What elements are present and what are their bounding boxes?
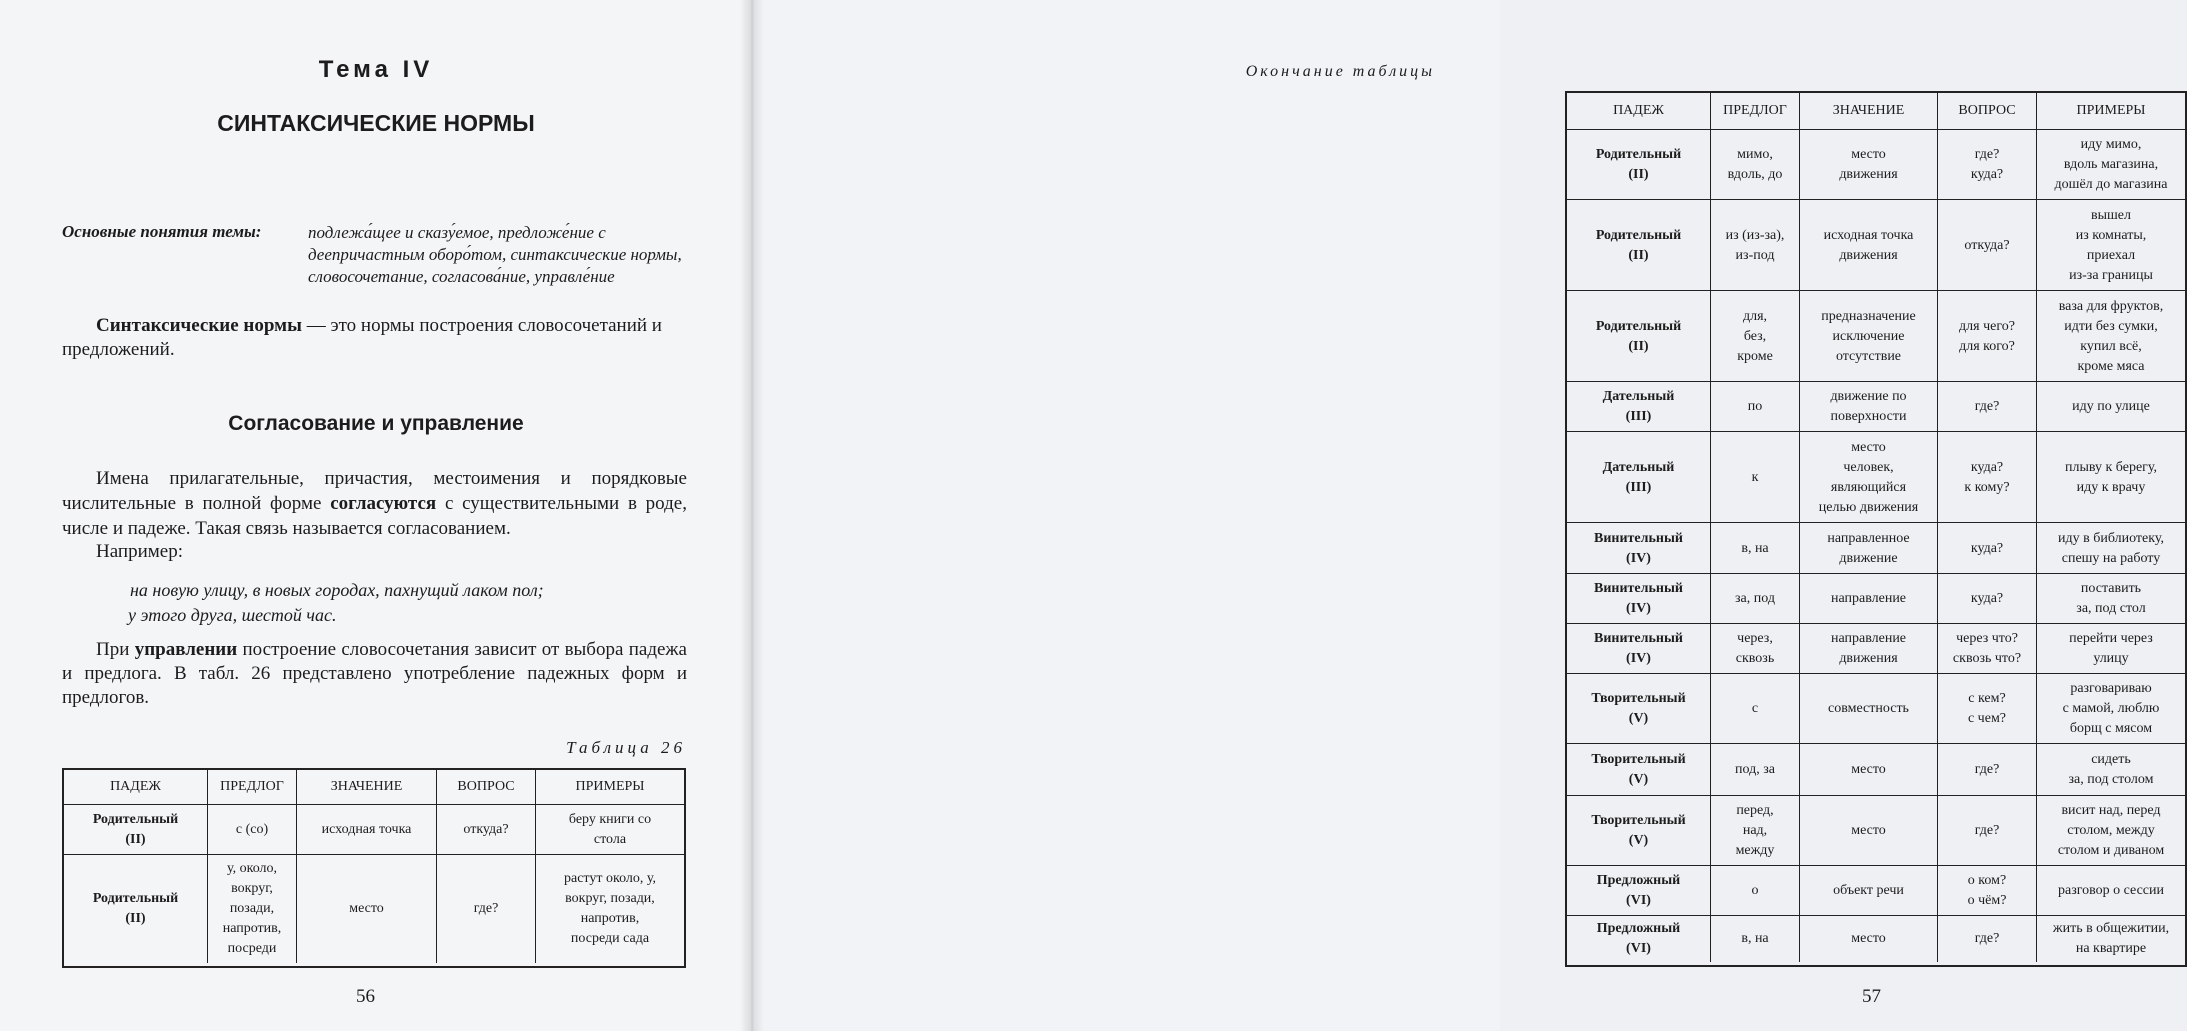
header-meaning: ЗНАЧЕНИЕ bbox=[296, 770, 436, 804]
cell-question: где? bbox=[1937, 916, 2036, 962]
cell-question: откуда? bbox=[1937, 200, 2036, 291]
table-row bbox=[1567, 522, 2185, 574]
cell-case: Родительный (II) bbox=[1595, 227, 1682, 263]
table-row bbox=[1567, 795, 2185, 866]
cell-examples: вышел из комнаты, приехал из-за границы bbox=[2036, 200, 2185, 291]
cell-preposition: через, сквозь bbox=[1710, 624, 1799, 674]
table-row bbox=[1567, 623, 2185, 674]
cell-meaning: место человек, являющийся целью движения bbox=[1799, 432, 1937, 523]
cell-preposition: у, около, вокруг, позади, напротив, посреди bbox=[207, 855, 296, 963]
cell-question: куда? к кому? bbox=[1937, 432, 2036, 523]
section-title: СИНТАКСИЧЕСКИЕ НОРМЫ bbox=[217, 110, 535, 136]
header-preposition: ПРЕДЛОГ bbox=[1710, 93, 1799, 129]
government-keyword: управлении bbox=[134, 639, 238, 660]
cell-preposition: мимо, вдоль, до bbox=[1710, 130, 1799, 200]
government-paragraph-part-2: построение словосочетания зависит от выбора падежа и предлога. В табл. 26 представлено употребление падежных форм и предлогов. bbox=[62, 639, 687, 708]
cell-case: Винительный (IV) bbox=[1594, 530, 1683, 566]
example-line-1: на новую улицу, в новых городах, пахнущий лаком пол; bbox=[130, 580, 544, 600]
header-question: ВОПРОС bbox=[436, 770, 535, 804]
table-row bbox=[1567, 431, 2185, 523]
cell-preposition: к bbox=[1710, 432, 1799, 523]
cell-preposition: за, под bbox=[1710, 574, 1799, 624]
header-question: ВОПРОС bbox=[1937, 93, 2036, 129]
cell-examples: плыву к берегу, иду к врачу bbox=[2036, 432, 2185, 523]
cell-meaning: исходная точка bbox=[296, 805, 436, 855]
table-row bbox=[1567, 915, 2185, 962]
cell-examples: висит над, перед столом, между столом и диваном bbox=[2036, 796, 2185, 866]
table-row bbox=[1567, 129, 2185, 200]
cell-case: Родительный (II) bbox=[1595, 318, 1682, 354]
table-header-row bbox=[1567, 93, 2185, 129]
cell-meaning: место bbox=[1799, 796, 1937, 866]
cell-examples: иду мимо, вдоль магазина, дошёл до магазина bbox=[2036, 130, 2185, 200]
cell-examples: беру книги со стола bbox=[535, 805, 684, 855]
header-meaning: ЗНАЧЕНИЕ bbox=[1799, 93, 1937, 129]
cell-examples: разговариваю с мамой, люблю борщ с мясом bbox=[2036, 674, 2185, 744]
cell-question: откуда? bbox=[436, 805, 535, 855]
header-case: ПАДЕЖ bbox=[1613, 103, 1664, 118]
table-row bbox=[1567, 199, 2185, 291]
cell-preposition: по bbox=[1710, 382, 1799, 432]
cell-preposition: с bbox=[1710, 674, 1799, 744]
cell-case: Родительный (II) bbox=[92, 812, 179, 847]
page-number-right: 57 bbox=[1862, 986, 1881, 1007]
cell-preposition: для, без, кроме bbox=[1710, 291, 1799, 382]
header-preposition: ПРЕДЛОГ bbox=[207, 770, 296, 804]
cell-meaning: исходная точка движения bbox=[1799, 200, 1937, 291]
cell-question: где? куда? bbox=[1937, 130, 2036, 200]
page-number-left: 56 bbox=[356, 986, 375, 1007]
government-paragraph bbox=[62, 638, 687, 710]
cell-meaning: объект речи bbox=[1799, 866, 1937, 916]
cell-examples: сидеть за, под столом bbox=[2036, 744, 2185, 796]
cell-question: где? bbox=[1937, 382, 2036, 432]
cell-examples: поставить за, под стол bbox=[2036, 574, 2185, 624]
left-page bbox=[0, 0, 752, 1031]
cell-question: куда? bbox=[1937, 574, 2036, 624]
cell-meaning: место bbox=[1799, 744, 1937, 796]
cell-preposition: в, на bbox=[1710, 523, 1799, 574]
cell-case: Дательный (III) bbox=[1602, 459, 1675, 495]
cell-examples: иду по улице bbox=[2036, 382, 2185, 432]
table-row bbox=[1567, 290, 2185, 382]
example-line-2: у этого друга, шестой час. bbox=[128, 605, 337, 625]
example-label: Например: bbox=[96, 541, 183, 562]
cell-meaning: направление bbox=[1799, 574, 1937, 624]
cell-preposition: из (из-за), из-под bbox=[1710, 200, 1799, 291]
cell-preposition: под, за bbox=[1710, 744, 1799, 796]
book-spine-fold bbox=[740, 0, 764, 1031]
concepts-label: Основные понятия темы: bbox=[62, 222, 262, 241]
cell-preposition: в, на bbox=[1710, 916, 1799, 962]
cell-meaning: место движения bbox=[1799, 130, 1937, 200]
cell-case: Предложный (VI) bbox=[1596, 921, 1681, 956]
agreement-keyword: согласуются bbox=[330, 493, 437, 514]
cell-case: Родительный (II) bbox=[92, 891, 179, 926]
agreement-title: Согласование и управление bbox=[228, 412, 524, 435]
header-case: ПАДЕЖ bbox=[110, 779, 161, 794]
cell-case: Дательный (III) bbox=[1602, 389, 1675, 424]
cell-question: через что? сквозь что? bbox=[1937, 624, 2036, 674]
concepts-text: подлежа́щее и сказу́емое, предложе́ние с деепричастным оборо́том, синтаксические нормы, словосочетание, согласова́ние, управле́ние bbox=[308, 223, 682, 286]
continuation-caption: Окончание таблицы bbox=[1245, 63, 1435, 80]
cell-meaning: предназначение исключение отсутствие bbox=[1799, 291, 1937, 382]
cell-case: Винительный (IV) bbox=[1594, 581, 1683, 616]
cell-case: Предложный (VI) bbox=[1596, 873, 1681, 908]
syntax-definition-text: — это нормы построения словосочетаний и предложений. bbox=[62, 315, 662, 360]
cell-question: с кем? с чем? bbox=[1937, 674, 2036, 744]
case-table-start bbox=[62, 768, 686, 968]
table-row bbox=[1567, 381, 2185, 432]
table-row bbox=[1567, 865, 2185, 916]
cell-examples: ваза для фруктов, идти без сумки, купил всё, кроме мяса bbox=[2036, 291, 2185, 382]
header-examples: ПРИМЕРЫ bbox=[535, 770, 684, 804]
cell-preposition: с (со) bbox=[207, 805, 296, 855]
table-header-row bbox=[64, 770, 684, 804]
table-caption: Таблица 26 bbox=[566, 738, 686, 757]
case-table-end bbox=[1565, 91, 2187, 967]
cell-case: Винительный (IV) bbox=[1594, 631, 1683, 666]
cell-preposition: о bbox=[1710, 866, 1799, 916]
table-row bbox=[1567, 573, 2185, 624]
cell-case: Родительный (II) bbox=[1595, 147, 1682, 182]
theme-title: Тема IV bbox=[318, 56, 434, 83]
agreement-paragraph-part-2: с существительными в роде, числе и падеже. Такая связь называется согласованием. bbox=[62, 493, 687, 539]
cell-preposition: перед, над, между bbox=[1710, 796, 1799, 866]
cell-question: где? bbox=[436, 855, 535, 963]
header-examples: ПРИМЕРЫ bbox=[2036, 93, 2185, 129]
cell-examples: иду в библиотеку, спешу на работу bbox=[2036, 523, 2185, 574]
table-row bbox=[1567, 743, 2185, 796]
table-row bbox=[64, 804, 684, 855]
cell-examples: перейти через улицу bbox=[2036, 624, 2185, 674]
cell-case: Творительный (V) bbox=[1591, 691, 1686, 726]
cell-meaning: совместность bbox=[1799, 674, 1937, 744]
cell-meaning: движение по поверхности bbox=[1799, 382, 1937, 432]
cell-question: о ком? о чём? bbox=[1937, 866, 2036, 916]
cell-meaning: направленное движение bbox=[1799, 523, 1937, 574]
government-paragraph-part-1: При bbox=[96, 639, 135, 660]
cell-examples: растут около, у, вокруг, позади, напротив, посреди сада bbox=[535, 855, 684, 963]
right-page bbox=[752, 0, 2170, 1031]
cell-case: Творительный (V) bbox=[1591, 752, 1686, 787]
table-row bbox=[1567, 673, 2185, 744]
cell-meaning: место bbox=[296, 855, 436, 963]
syntax-definition-term: Синтаксические нормы bbox=[96, 315, 302, 336]
cell-question: где? bbox=[1937, 744, 2036, 796]
cell-question: где? bbox=[1937, 796, 2036, 866]
agreement-paragraph-part-1: Имена прилагательные, причастия, местоимения и порядковые числительные в полной форме bbox=[62, 468, 687, 514]
cell-examples: разговор о сессии bbox=[2036, 866, 2185, 916]
cell-case: Творительный (V) bbox=[1591, 813, 1686, 848]
agreement-paragraph bbox=[62, 466, 687, 541]
cell-question: для чего? для кого? bbox=[1937, 291, 2036, 382]
syntax-definition bbox=[62, 314, 687, 362]
cell-meaning: направление движения bbox=[1799, 624, 1937, 674]
cell-question: куда? bbox=[1937, 523, 2036, 574]
cell-examples: жить в общежитии, на квартире bbox=[2036, 916, 2185, 962]
table-row bbox=[64, 854, 684, 963]
cell-meaning: место bbox=[1799, 916, 1937, 962]
